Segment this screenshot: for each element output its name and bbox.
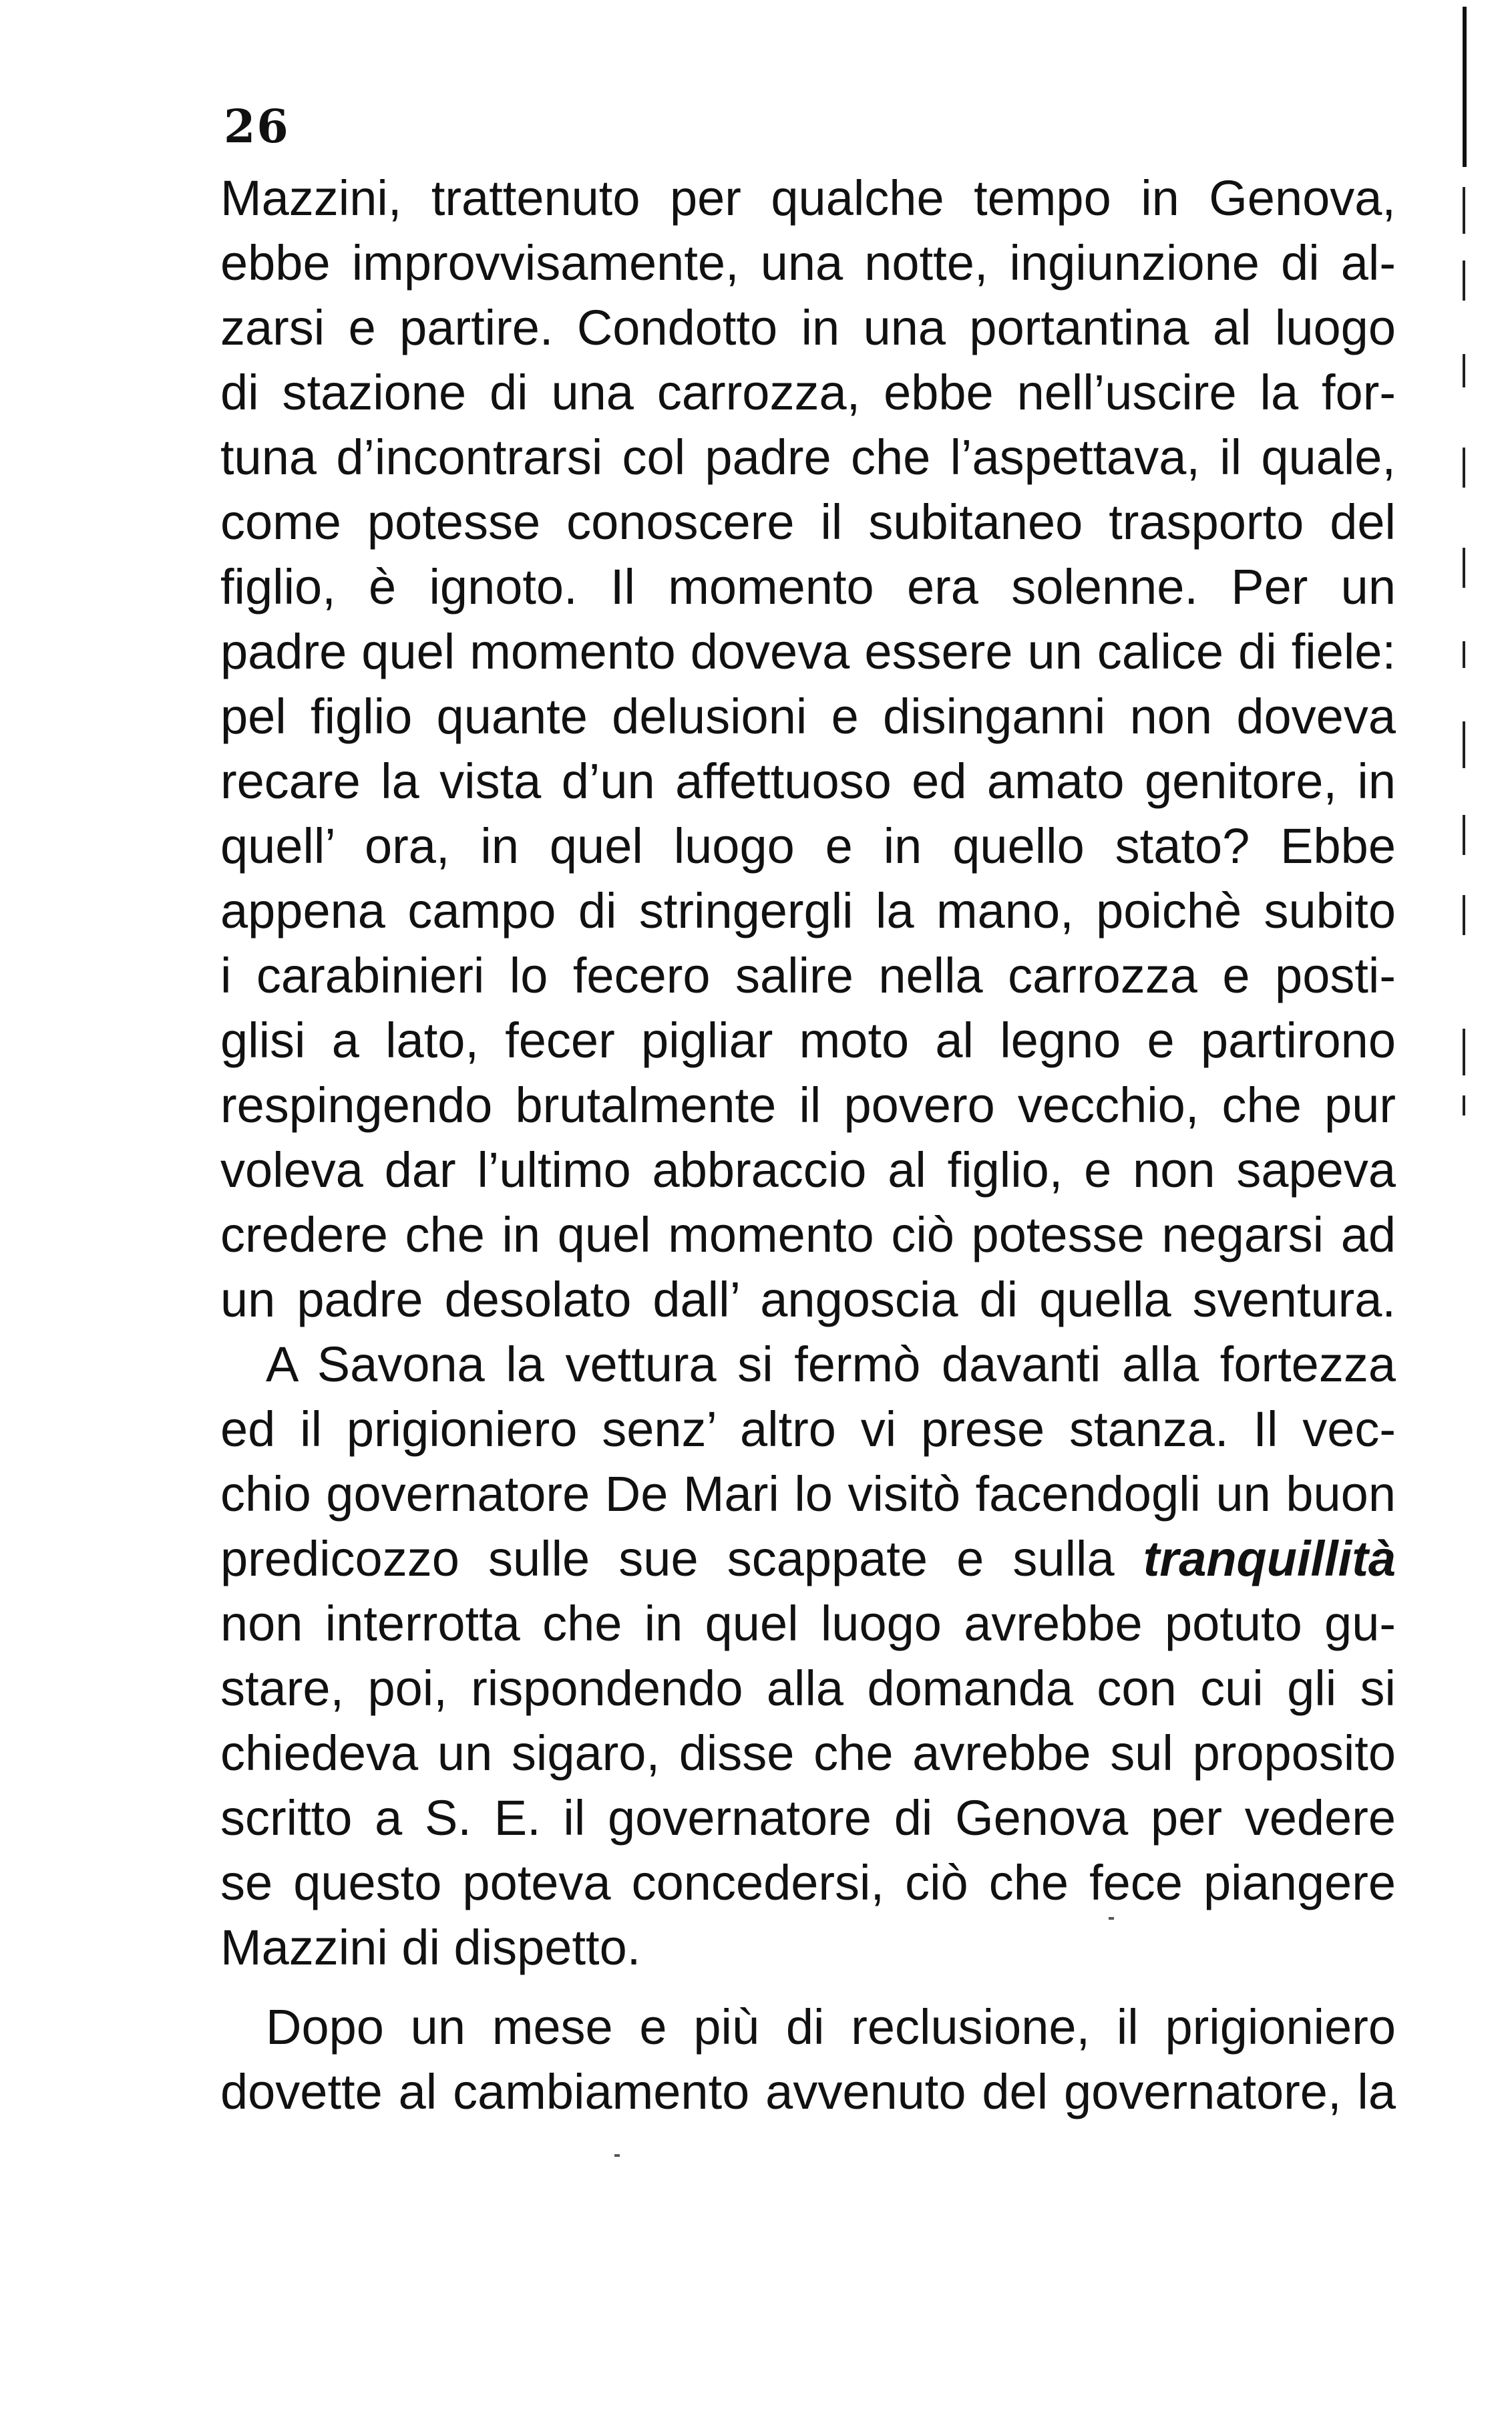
text-line: Dopo un mese e più di reclusione, il prigioniero (266, 1999, 1396, 2055)
text-line: tuna d’incontrarsi col padre che l’aspettava, il quale, (220, 429, 1396, 485)
text-line: figlio, è ignoto. Il momento era solenne. Per un (220, 559, 1396, 615)
text-line: glisi a lato, fecer pigliar moto al legno e partirono (220, 1013, 1396, 1068)
text-line: i carabinieri lo fecero salire nella carrozza e posti- (220, 948, 1396, 1003)
text-line: voleva dar l’ultimo abbraccio al figlio, e non sapeva (220, 1142, 1396, 1198)
text-line: Mazzini, trattenuto per qualche tempo in Genova, (220, 170, 1396, 226)
paragraph-2 (220, 1332, 1396, 1980)
text-line: credere che in quel momento ciò potesse negarsi ad (220, 1207, 1396, 1262)
text-line: un padre desolato dall’ angoscia di quella sventura. (220, 1272, 1396, 1327)
text-line: stare, poi, rispondendo alla domanda con cui gli si (220, 1661, 1396, 1716)
page-number: 26 (224, 100, 290, 154)
italic-word: tranquillità (1143, 1531, 1396, 1586)
binding-edge-line (1463, 7, 1467, 167)
text-line: di stazione di una carrozza, ebbe nell’uscire la for- (220, 365, 1396, 420)
text-line: zarsi e partire. Condotto in una portantina al luogo (220, 300, 1396, 355)
text-line: chio governatore De Mari lo visitò facendogli un buon (220, 1466, 1396, 1522)
text-line: scritto a S. E. il governatore di Genova per vedere (220, 1790, 1396, 1846)
body-text (220, 166, 1396, 2124)
text-line: recare la vista d’un affettuoso ed amato genitore, in (220, 753, 1396, 809)
text-line: padre quel momento doveva essere un calice di fiele: (220, 624, 1396, 679)
text-line-start: predicozzo sulle sue scappate e sulla (220, 1531, 1143, 1586)
text-line: Mazzini di dispetto. (220, 1920, 641, 1975)
paragraph-3 (220, 1995, 1396, 2124)
binding-edge-marks (1461, 174, 1467, 1269)
text-line: quell’ ora, in quel luogo e in quello stato? Ebbe (220, 818, 1396, 874)
text-line (220, 1526, 1396, 1591)
paragraph-1 (220, 166, 1396, 1332)
text-line: chiedeva un sigaro, disse che avrebbe sul proposito (220, 1725, 1396, 1781)
text-line: come potesse conoscere il subitaneo trasporto del (220, 494, 1396, 550)
text-line: ebbe improvvisamente, una notte, ingiunzione di al- (220, 235, 1396, 291)
text-line: appena campo di stringergli la mano, poichè subito (220, 883, 1396, 938)
text-line: se questo poteva concedersi, ciò che fece piangere (220, 1855, 1396, 1910)
text-line: dovette al cambiamento avvenuto del governatore, la (220, 2064, 1396, 2119)
print-speck (614, 2154, 620, 2157)
text-line: respingendo brutalmente il povero vecchio, che pur (220, 1077, 1396, 1133)
text-line: A Savona la vettura si fermò davanti alla fortezza (266, 1337, 1396, 1392)
print-speck (1109, 1917, 1114, 1920)
text-line: pel figlio quante delusioni e disinganni non doveva (220, 689, 1396, 744)
text-line: ed il prigioniero senz’ altro vi prese stanza. Il vec- (220, 1401, 1396, 1457)
text-line: non interrotta che in quel luogo avrebbe potuto gu- (220, 1596, 1396, 1651)
paragraph-gap (220, 1980, 1396, 1995)
